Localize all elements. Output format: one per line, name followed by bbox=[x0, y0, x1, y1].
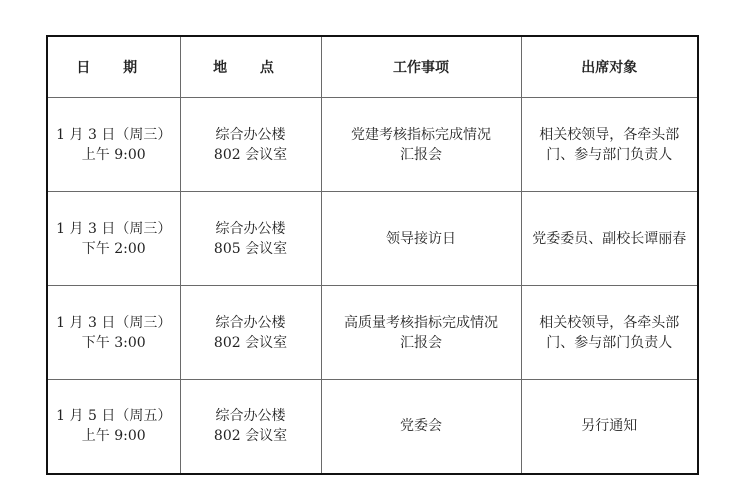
item-text-2: 汇报会 bbox=[400, 146, 442, 163]
date-text: 1 月 3 日（周三） bbox=[56, 220, 172, 237]
attendees-cell: 相关校领导，各牵头部门、参与部门负责人 bbox=[521, 286, 698, 380]
header-date: 日 期 bbox=[47, 36, 180, 98]
location-cell bbox=[180, 98, 321, 192]
item-cell bbox=[321, 192, 521, 286]
attendees-cell: 党委委员、副校长谭丽春 bbox=[521, 192, 698, 286]
item-cell bbox=[321, 98, 521, 192]
room-text: 805 会议室 bbox=[213, 240, 288, 257]
date-text: 1 月 3 日（周三） bbox=[56, 126, 172, 143]
date-text: 1 月 5 日（周五） bbox=[56, 408, 172, 425]
time-text: 下午 3:00 bbox=[81, 334, 146, 351]
header-attendees: 出席对象 bbox=[521, 36, 698, 98]
item-text: 党建考核指标完成情况 bbox=[351, 126, 491, 143]
time-text: 上午 9:00 bbox=[81, 146, 146, 163]
room-text: 802 会议室 bbox=[213, 334, 288, 351]
schedule-table bbox=[46, 35, 699, 475]
attendees-cell: 另行通知 bbox=[521, 380, 698, 474]
attendees-cell: 相关校领导，各牵头部门、参与部门负责人 bbox=[521, 98, 698, 192]
item-text: 领导接访日 bbox=[386, 230, 456, 247]
room-text: 802 会议室 bbox=[213, 428, 288, 445]
date-cell bbox=[47, 380, 180, 474]
table-row bbox=[47, 286, 698, 380]
header-location: 地 点 bbox=[180, 36, 321, 98]
date-cell bbox=[47, 286, 180, 380]
building-text: 综合办公楼 bbox=[215, 220, 286, 237]
header-item: 工作事项 bbox=[321, 36, 521, 98]
item-text: 党委会 bbox=[400, 418, 442, 435]
date-cell bbox=[47, 98, 180, 192]
building-text: 综合办公楼 bbox=[215, 314, 286, 331]
table-row bbox=[47, 98, 698, 192]
location-cell bbox=[180, 192, 321, 286]
item-text-2: 汇报会 bbox=[400, 334, 442, 351]
building-text: 综合办公楼 bbox=[215, 408, 286, 425]
room-text: 802 会议室 bbox=[213, 146, 288, 163]
location-cell bbox=[180, 286, 321, 380]
header-row bbox=[47, 36, 698, 98]
time-text: 下午 2:00 bbox=[81, 240, 146, 257]
item-cell bbox=[321, 286, 521, 380]
date-text: 1 月 3 日（周三） bbox=[56, 314, 172, 331]
table-row bbox=[47, 192, 698, 286]
building-text: 综合办公楼 bbox=[215, 126, 286, 143]
item-text: 高质量考核指标完成情况 bbox=[344, 314, 498, 331]
table-row bbox=[47, 380, 698, 474]
item-cell bbox=[321, 380, 521, 474]
time-text: 上午 9:00 bbox=[81, 428, 146, 445]
date-cell bbox=[47, 192, 180, 286]
location-cell bbox=[180, 380, 321, 474]
